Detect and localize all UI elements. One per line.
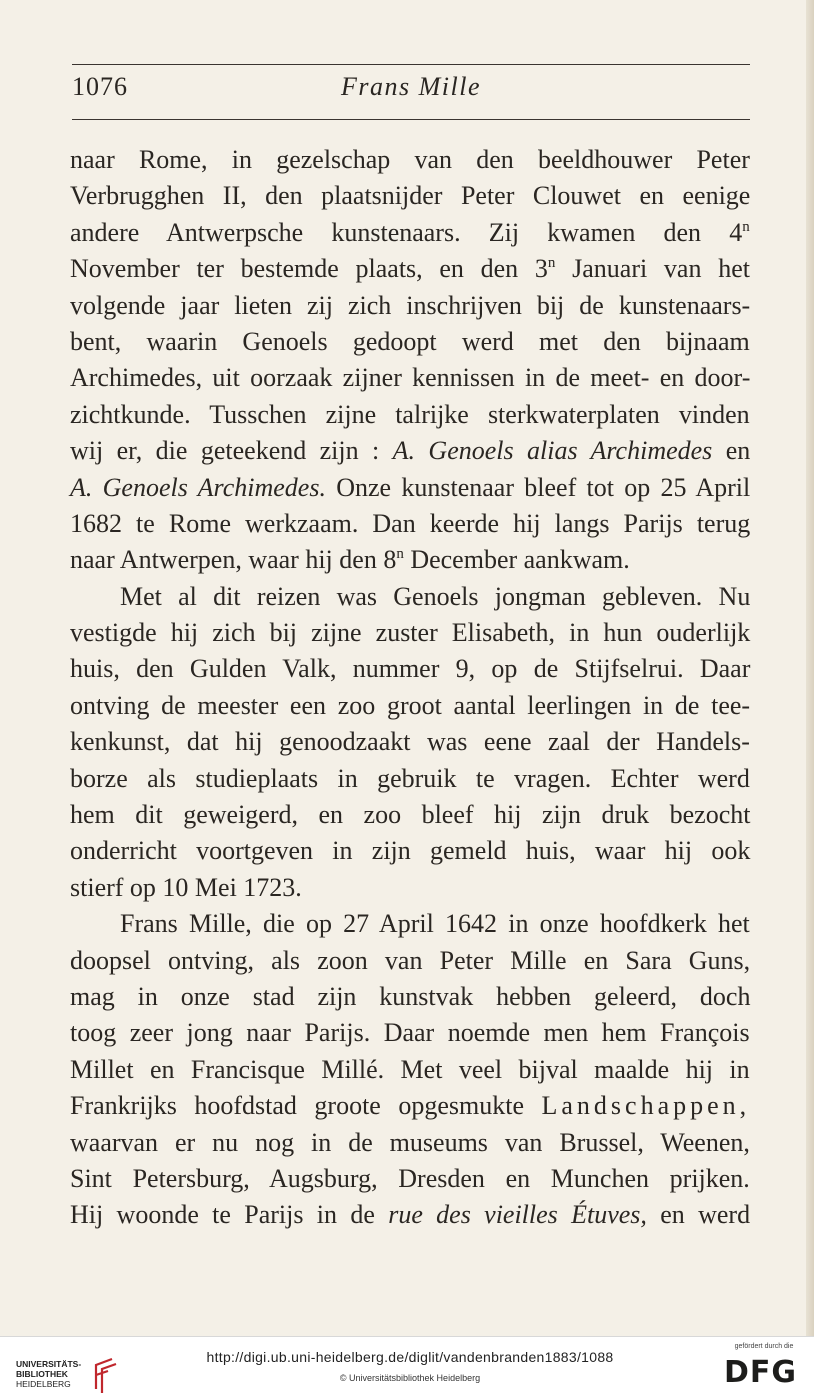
- text-line: waarvan er nu nog in de museums van Brussel, Weenen,: [70, 1127, 750, 1157]
- page-edge-shadow: [806, 0, 814, 1336]
- text-line: onderricht voortgeven in zijn gemeld huis, waar hij ook: [70, 836, 751, 866]
- library-logo[interactable]: [8, 1347, 120, 1387]
- body-text: [70, 142, 750, 1234]
- dfg-logo: DFG: [724, 1355, 798, 1390]
- copyright-notice: © Universitätsbibliothek Heidelberg: [339, 1373, 481, 1383]
- text-line: mag in onze stad zijn kunstvak hebben geleerd, doch: [70, 981, 751, 1011]
- paragraph-first-line: Frans Mille, die op 27 April 1642 in onze hoofdkerk het: [120, 909, 750, 939]
- text-line: Sint Petersburg, Augsburg, Dresden en Munchen prijken.: [70, 1163, 750, 1193]
- text-line: November ter bestemde plaats, en den 3$^n$ Januari van het: [70, 254, 750, 284]
- text-line: wij er, die geteekend zijn : A. Genoels alias Archimedes en: [70, 436, 751, 466]
- running-header: [72, 70, 750, 110]
- text-line: 1682 te Rome werkzaam. Dan keerde hij langs Parijs terug: [70, 508, 751, 538]
- running-title: Frans Mille: [341, 72, 481, 101]
- text-line: naar Rome, in gezelschap van den beeldhouwer Peter: [70, 145, 750, 174]
- funding-tagline: gefördert durch die: [734, 1343, 794, 1350]
- text-line: toog zeer jong naar Parijs. Daar noemde men hem François: [70, 1018, 750, 1048]
- text-line: borze als studieplaats in gebruik te vragen. Echter werd: [70, 763, 750, 793]
- text-line: kenkunst, dat hij genoodzaakt was eene zaal der Handels-: [70, 727, 750, 757]
- paragraph-first-line: Met al dit reizen was Genoels jongman gebleven. Nu: [120, 581, 751, 611]
- text-line: vestigde hij zich bij zijne zuster Elisabeth, in hun ouderlijk: [70, 618, 751, 648]
- header-top-rule: [72, 64, 750, 65]
- page-number: 1076: [72, 72, 128, 101]
- text-line: volgende jaar lieten zij zich inschrijven bij de kunstenaars-: [70, 290, 751, 320]
- text-line: doopsel ontving, als zoon van Peter Mille en Sara Guns,: [70, 945, 751, 975]
- text-line: Archimedes, uit oorzaak zijner kennissen in de meet- en door-: [70, 363, 751, 393]
- library-name: UNIVERSITÄTS- BIBLIOTHEK HEIDELBERG: [16, 1359, 82, 1389]
- text-line: naar Antwerpen, waar hij den 8$^n$ December aankwam.: [70, 545, 630, 575]
- dfg-funding[interactable]: [720, 1343, 808, 1391]
- text-line: Hij woonde te Parijs in de rue des vieilles Étuves, en werd: [70, 1200, 751, 1230]
- text-line: huis, den Gulden Valk, nummer 9, op de Stijfselrui. Daar: [70, 654, 751, 684]
- header-bottom-rule: [72, 119, 750, 120]
- library-mark-icon: [92, 1355, 120, 1395]
- text-line: ontving de meester een zoo groot aantal leerlingen in de tee-: [70, 690, 751, 720]
- text-line: stierf op 10 Mei 1723.: [70, 872, 302, 902]
- text-line: hem dit geweigerd, en zoo bleef hij zijn druk bezocht: [70, 800, 751, 830]
- text-line: A. Genoels Archimedes. Onze kunstenaar bleef tot op 25 April: [70, 472, 751, 502]
- text-line: andere Antwerpsche kunstenaars. Zij kwamen den 4$^n$: [70, 217, 750, 247]
- text-line: zichtkunde. Tusschen zijne talrijke sterkwaterplaten vinden: [70, 399, 750, 429]
- text-line: bent, waarin Genoels gedoopt werd met den bijnaam: [70, 326, 750, 356]
- digitization-footer: [0, 1336, 814, 1395]
- text-line: Verbrugghen II, den plaatsnijder Peter Clouwet en eenige: [70, 181, 751, 211]
- text-line: Millet en Francisque Millé. Met veel bijval maalde hij in: [70, 1054, 750, 1084]
- text-line: Frankrijks hoofdstad groote opgesmukte Landschappen,: [70, 1091, 751, 1121]
- permalink-url[interactable]: http://digi.ub.uni-heidelberg.de/diglit/vandenbranden1883/1088: [206, 1349, 614, 1365]
